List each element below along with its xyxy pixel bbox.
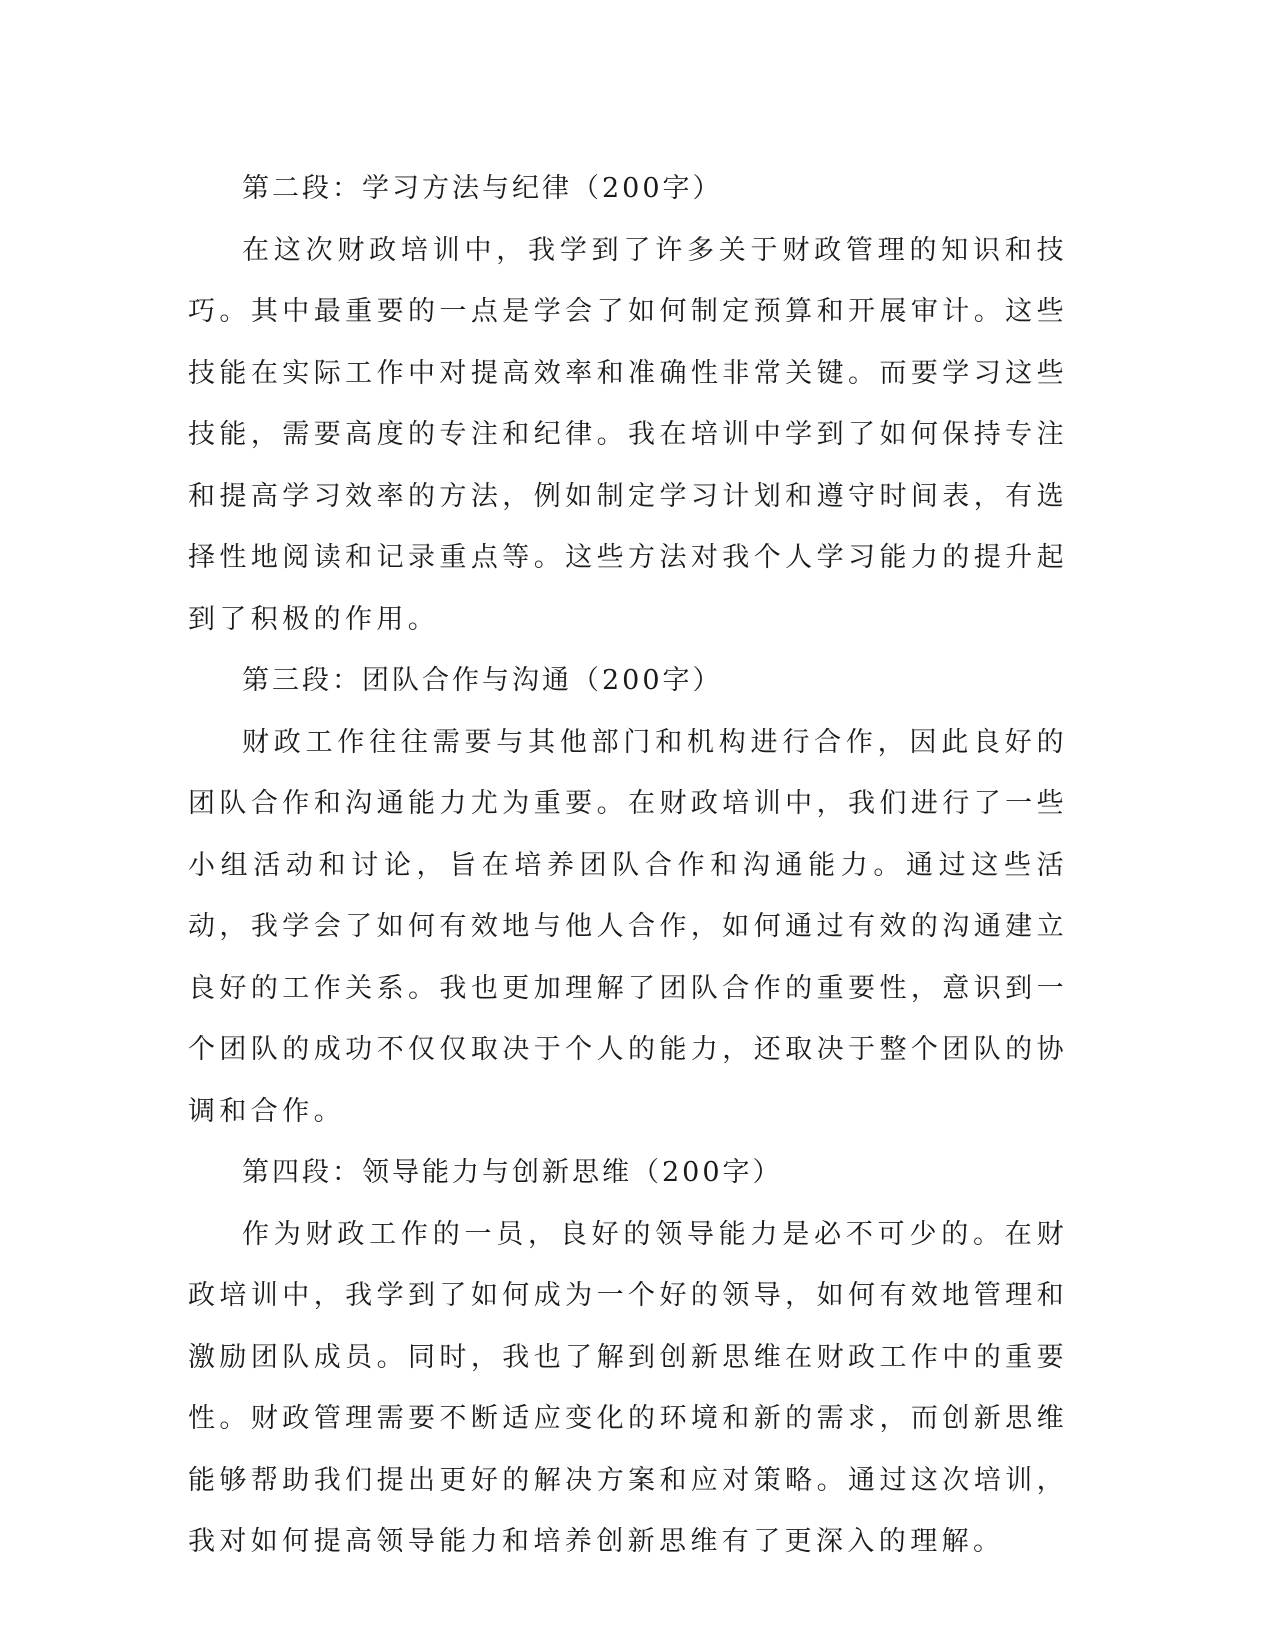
document-body — [188, 158, 1068, 1573]
section-heading-2: 第二段：学习方法与纪律（200字） — [242, 173, 723, 204]
section-paragraph-2: 在这次财政培训中，我学到了许多关于财政管理的知识和技巧。其中最重要的一点是学会了如何制定预算和开展审计。这些技能在实际工作中对提高效率和准确性非常关键。而要学习这些技能，需要高度的专注和纪律。我在培训中学到了如何保持专注和提高学习效率的方法，例如制定学习计划和遵守时间表，有选择性地阅读和记录重点等。这些方法对我个人学习能力的提升起到了积极的作用。 — [188, 234, 1068, 635]
section-heading-4: 第四段：领导能力与创新思维（200字） — [242, 1157, 783, 1188]
section-paragraph-4: 作为财政工作的一员，良好的领导能力是必不可少的。在财政培训中，我学到了如何成为一个好的领导，如何有效地管理和激励团队成员。同时，我也了解到创新思维在财政工作中的重要性。财政管理需要不断适应变化的环境和新的需求，而创新思维能够帮助我们提出更好的解决方案和应对策略。通过这次培训，我对如何提高领导能力和培养创新思维有了更深入的理解。 — [188, 1218, 1068, 1557]
section-heading-3: 第三段：团队合作与沟通（200字） — [242, 665, 723, 696]
section-paragraph-3: 财政工作往往需要与其他部门和机构进行合作，因此良好的团队合作和沟通能力尤为重要。在财政培训中，我们进行了一些小组活动和讨论，旨在培养团队合作和沟通能力。通过这些活动，我学会了如何有效地与他人合作，如何通过有效的沟通建立良好的工作关系。我也更加理解了团队合作的重要性，意识到一个团队的成功不仅仅取决于个人的能力，还取决于整个团队的协调和合作。 — [188, 726, 1068, 1127]
